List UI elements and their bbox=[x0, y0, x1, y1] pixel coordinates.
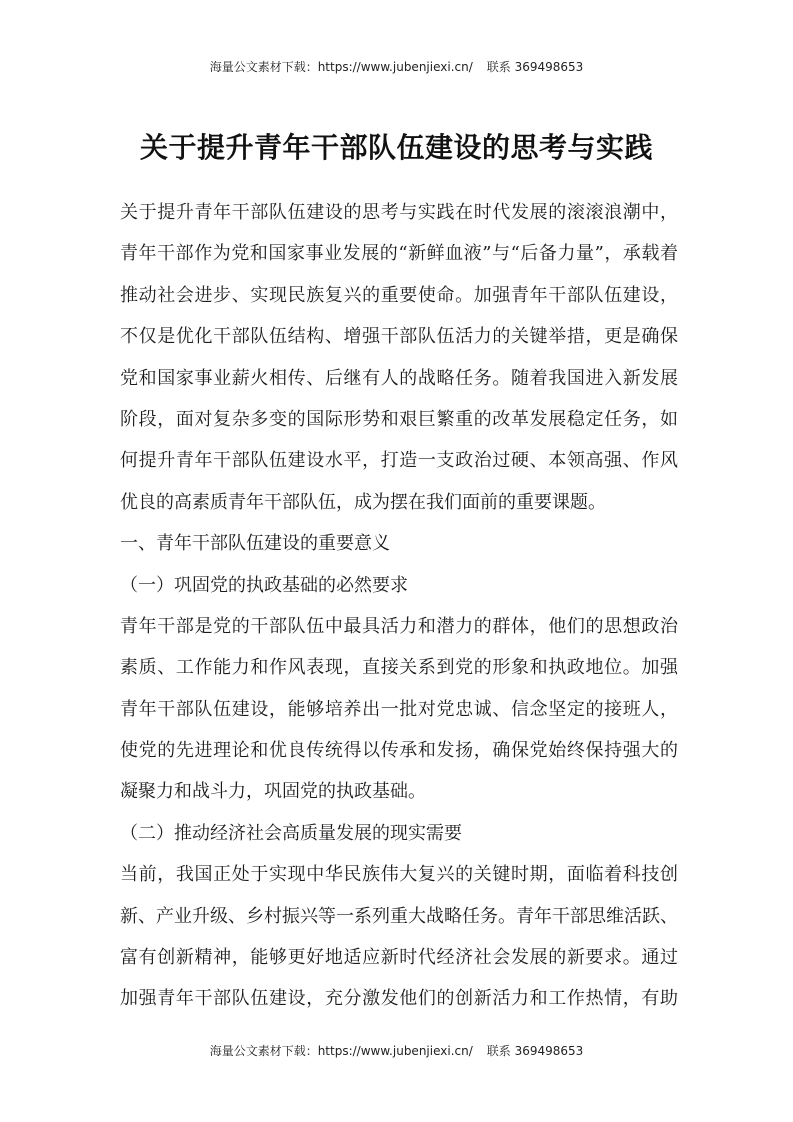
sub2-line-4: 加强青年干部队伍建设，充分激发他们的创新活力和工作热情，有助 bbox=[120, 988, 678, 1010]
sub1-line-5: 凝聚力和战斗力，巩固党的执政基础。 bbox=[120, 781, 426, 803]
intro-line-1: 关于提升青年干部队伍建设的思考与实践在时代发展的滚滚浪潮中， bbox=[120, 202, 678, 223]
sub1-line-2: 素质、工作能力和作风表现，直接关系到党的形象和执政地位。加强 bbox=[120, 657, 678, 679]
subsection-heading-1: （一）巩固党的执政基础的必然要求 bbox=[120, 574, 408, 596]
intro-line-5: 党和国家事业薪火相传、后继有人的战略任务。随着我国进入新发展 bbox=[120, 367, 678, 389]
sub2-line-3: 富有创新精神，能够更好地适应新时代经济社会发展的新要求。通过 bbox=[120, 947, 678, 969]
intro-line-7: 何提升青年干部队伍建设水平，打造一支政治过硬、本领高强、作风 bbox=[120, 450, 678, 472]
intro-line-2: 青年干部作为党和国家事业发展的“新鲜血液”与“后备力量”，承载着 bbox=[120, 243, 678, 265]
header-contact-text: 联系 369498653 bbox=[486, 60, 584, 74]
sub2-line-1: 当前，我国正处于实现中华民族伟大复兴的关键时期，面临着科技创 bbox=[120, 864, 678, 886]
sub1-line-4: 使党的先进理论和优良传统得以传承和发扬，确保党始终保持强大的 bbox=[120, 740, 678, 762]
intro-line-6: 阶段，面对复杂多变的国际形势和艰巨繁重的改革发展稳定任务，如 bbox=[120, 408, 678, 430]
intro-line-3: 推动社会进步、实现民族复兴的重要使命。加强青年干部队伍建设， bbox=[120, 284, 678, 306]
section-heading: 一、青年干部队伍建设的重要意义 bbox=[120, 533, 390, 555]
footer-contact-text: 联系 369498653 bbox=[486, 1044, 584, 1058]
sub2-line-2: 新、产业升级、乡村振兴等一系列重大战略任务。青年干部思维活跃、 bbox=[120, 905, 678, 927]
page-footer bbox=[0, 1042, 793, 1059]
subsection-heading-2: （二）推动经济社会高质量发展的现实需要 bbox=[120, 822, 462, 844]
document-title: 关于提升青年干部队伍建设的思考与实践 bbox=[139, 131, 653, 164]
page-header bbox=[0, 58, 793, 75]
footer-download-text: 海量公文素材下载：https://www.jubenjiexi.cn/ bbox=[209, 1044, 473, 1058]
intro-line-4: 不仅是优化干部队伍结构、增强干部队伍活力的关键举措，更是确保 bbox=[120, 326, 678, 348]
header-download-text: 海量公文素材下载：https://www.jubenjiexi.cn/ bbox=[209, 60, 473, 74]
document-body bbox=[120, 192, 678, 1020]
sub1-line-3: 青年干部队伍建设，能够培养出一批对党忠诚、信念坚定的接班人， bbox=[120, 698, 678, 720]
sub1-line-1: 青年干部是党的干部队伍中最具活力和潜力的群体，他们的思想政治 bbox=[120, 615, 678, 637]
intro-line-8: 优良的高素质青年干部队伍，成为摆在我们面前的重要课题。 bbox=[120, 491, 606, 513]
